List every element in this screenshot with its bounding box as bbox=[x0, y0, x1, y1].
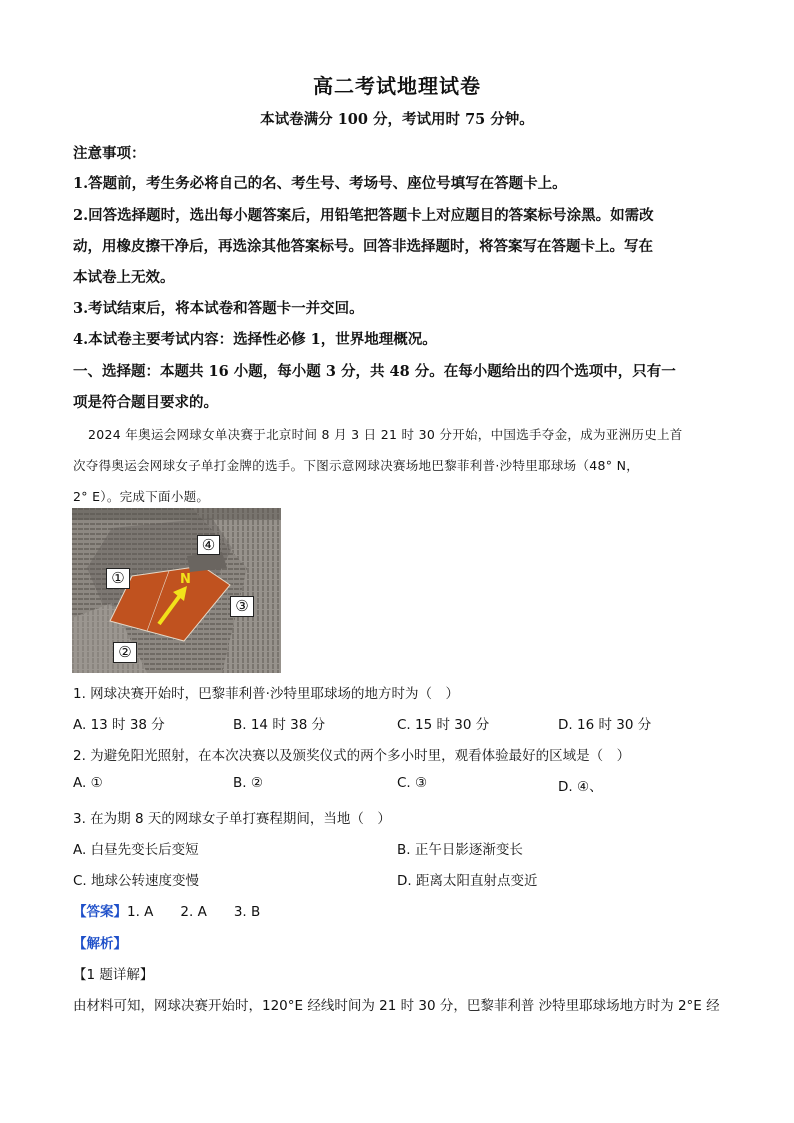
north-arrow-icon bbox=[153, 584, 193, 629]
detail-heading: 【1 题详解】 bbox=[73, 967, 154, 983]
question-3-stem: 3. 在为期 8 天的网球女子单打赛程期间，当地（ ） bbox=[73, 811, 391, 827]
question-1-stem: 1. 网球决赛开始时，巴黎菲利普·沙特里耶球场的地方时为（ ） bbox=[73, 686, 459, 702]
zone-label-1: ① bbox=[106, 568, 130, 589]
notice-item: 动，用橡皮擦干净后，再选涂其他答案标号。回答非选择题时，将答案写在答题卡上。写在 bbox=[73, 238, 653, 255]
question-2-stem: 2. 为避免阳光照射，在本次决赛以及颁奖仪式的两个多小时里，观看体验最好的区域是（ ） bbox=[73, 748, 631, 764]
passage-line: 2° E）。完成下面小题。 bbox=[73, 489, 210, 504]
q1-option-c: C. 15 时 30 分 bbox=[397, 717, 490, 733]
passage-line: 次夺得奥运会网球女子单打金牌的选手。下图示意网球决赛场地巴黎菲利普·沙特里耶球场（48° N， bbox=[73, 458, 640, 473]
q3-option-b: B. 正午日影逐渐变长 bbox=[397, 842, 523, 858]
notice-item: 1.答题前，考生务必将自己的名、考生号、考场号、座位号填写在答题卡上。 bbox=[73, 175, 567, 192]
q2-option-a: A. ① bbox=[73, 775, 103, 791]
q3-option-c: C. 地球公转速度变慢 bbox=[73, 873, 200, 889]
q3-option-d: D. 距离太阳直射点变近 bbox=[397, 873, 538, 889]
answer-label: 【答案】 bbox=[73, 904, 127, 920]
zone-label-3: ③ bbox=[230, 596, 254, 617]
section-heading-line2: 项是符合题目要求的。 bbox=[73, 394, 218, 411]
q3-option-a: A. 白昼先变长后变短 bbox=[73, 842, 199, 858]
notice-heading: 注意事项： bbox=[73, 145, 146, 162]
answer-line bbox=[73, 900, 723, 920]
zone-label-2: ② bbox=[113, 642, 137, 663]
q1-option-a: A. 13 时 38 分 bbox=[73, 717, 165, 733]
section-heading-line1: 一、选择题：本题共 16 小题，每小题 3 分，共 48 分。在每小题给出的四个选项中，只有一 bbox=[73, 363, 676, 380]
page-title: 高二考试地理试卷 bbox=[313, 74, 481, 98]
q1-option-b: B. 14 时 38 分 bbox=[233, 717, 326, 733]
north-label: N bbox=[180, 572, 191, 587]
passage-line: 2024 年奥运会网球女单决赛于北京时间 8 月 3 日 21 时 30 分开始，中国选手夺金，成为亚洲历史上首 bbox=[88, 427, 683, 442]
zone-label-4: ④ bbox=[197, 535, 220, 555]
analysis-line bbox=[73, 932, 723, 952]
q2-option-b: B. ② bbox=[233, 775, 263, 791]
q2-option-c: C. ③ bbox=[397, 775, 428, 791]
page-subtitle: 本试卷满分 100 分，考试用时 75 分钟。 bbox=[260, 111, 534, 128]
answer-value: 1. A 2. A 3. B bbox=[127, 904, 261, 920]
q2-option-d: D. ④、 bbox=[558, 779, 603, 795]
notice-item: 4.本试卷主要考试内容：选择性必修 1，世界地理概况。 bbox=[73, 331, 437, 348]
q1-option-d: D. 16 时 30 分 bbox=[558, 717, 652, 733]
analysis-label: 【解析】 bbox=[73, 936, 127, 952]
notice-item: 2.回答选择题时，选出每小题答案后，用铅笔把答题卡上对应题目的答案标号涂黑。如需改 bbox=[73, 207, 654, 224]
analysis-text: 由材料可知，网球决赛开始时，120°E 经线时间为 21 时 30 分，巴黎菲利普 沙特里耶球场地方时为 2°E 经 bbox=[73, 998, 720, 1014]
notice-item: 3.考试结束后，将本试卷和答题卡一并交回。 bbox=[73, 300, 364, 317]
notice-item: 本试卷上无效。 bbox=[73, 269, 175, 286]
